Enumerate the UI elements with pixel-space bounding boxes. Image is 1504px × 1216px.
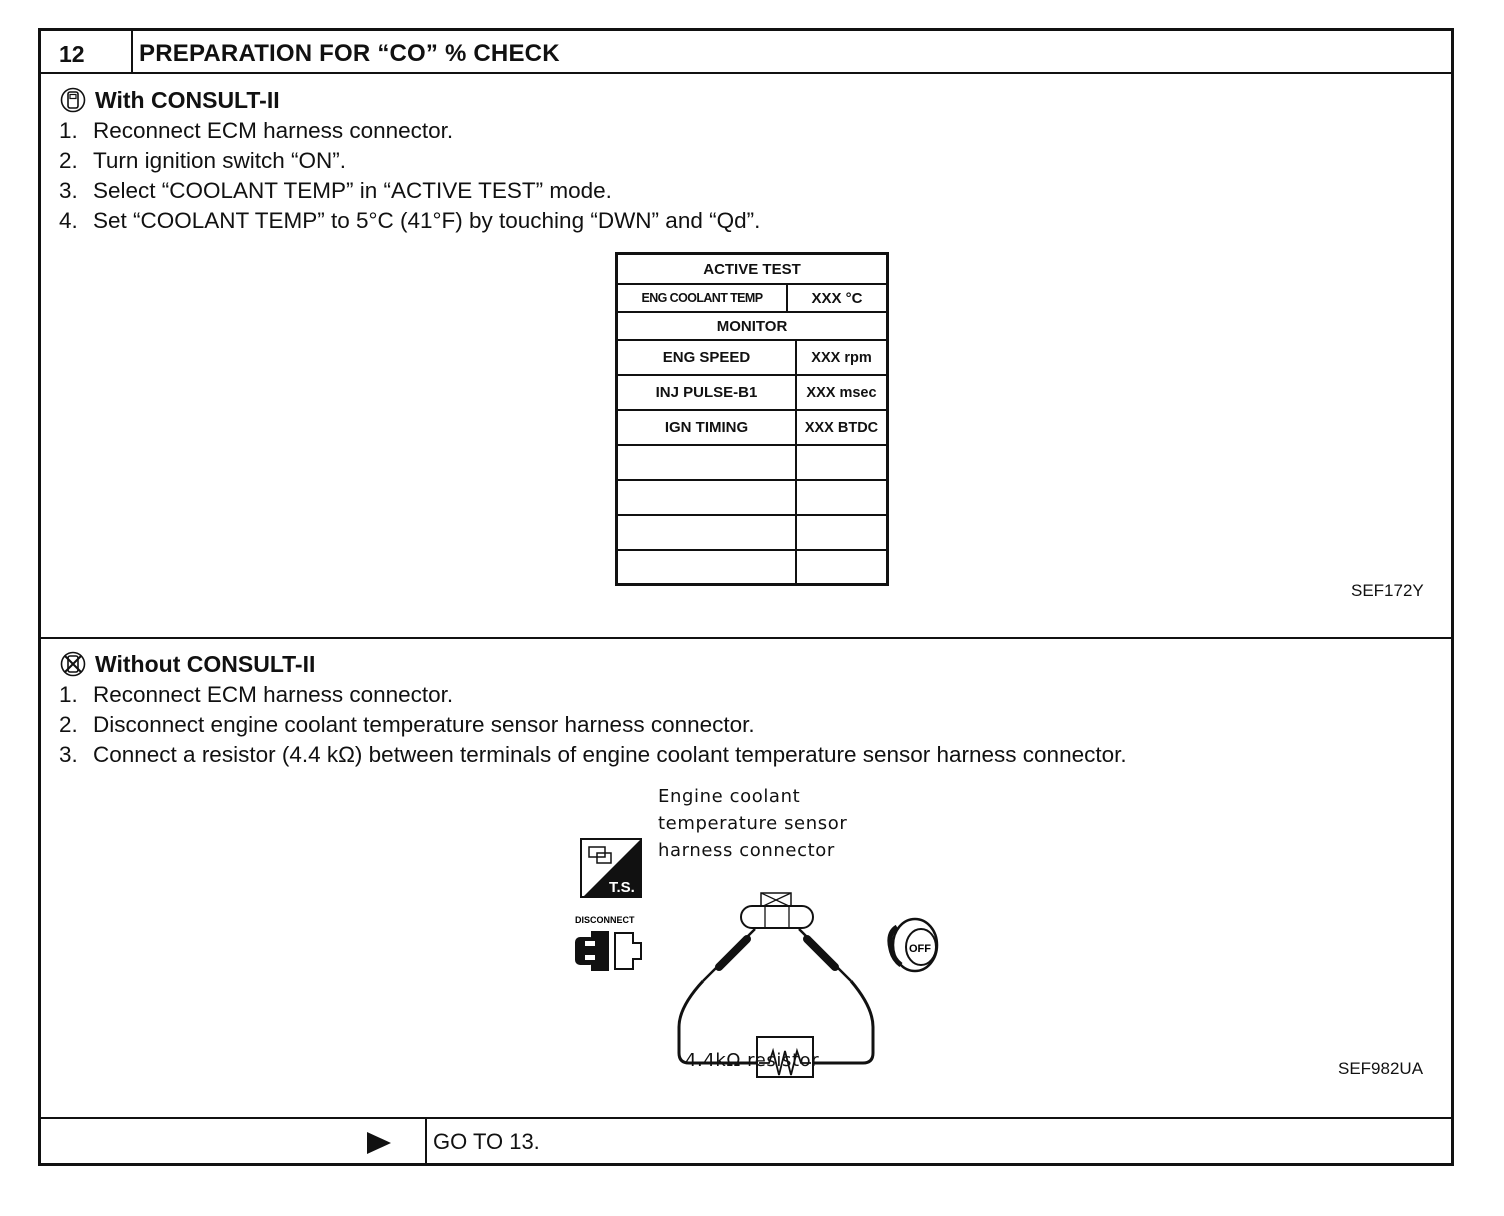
figure-ref-sef982ua: SEF982UA bbox=[1338, 1059, 1424, 1078]
footer-divider bbox=[425, 1119, 427, 1166]
list-item: 1. Reconnect ECM harness connector. bbox=[59, 682, 454, 707]
with-consult-title: With CONSULT-II bbox=[95, 86, 280, 113]
header-divider bbox=[131, 31, 133, 73]
list-item: 1. Reconnect ECM harness connector. bbox=[59, 118, 454, 143]
list-item: 3. Select “COOLANT TEMP” in “ACTIVE TEST” mode. bbox=[59, 178, 612, 203]
off-label: OFF bbox=[909, 943, 931, 955]
coolant-sensor-connector bbox=[741, 893, 813, 928]
eng-coolant-temp-value: XXX °C bbox=[811, 289, 863, 307]
without-consult-heading bbox=[59, 650, 315, 678]
active-test-title: ACTIVE TEST bbox=[703, 260, 801, 278]
monitor-row bbox=[618, 313, 886, 341]
consult-tester-icon bbox=[59, 86, 87, 114]
arrow-right-icon bbox=[367, 1132, 391, 1154]
footer-rule bbox=[41, 1117, 1451, 1119]
no-consult-icon bbox=[59, 650, 87, 678]
ts-label: T.S. bbox=[609, 879, 635, 896]
connector-caption: Engine coolant temperature sensor harness connector bbox=[658, 786, 848, 861]
table-row bbox=[618, 411, 886, 446]
go-to-next-step: GO TO 13. bbox=[433, 1129, 540, 1154]
monitor-item-value: XXX msec bbox=[806, 384, 877, 401]
monitor-item-label: IGN TIMING bbox=[618, 411, 797, 444]
monitor-label: MONITOR bbox=[716, 317, 788, 335]
without-consult-steps bbox=[59, 680, 1127, 770]
disconnect-connector-icon bbox=[575, 931, 641, 971]
step-number: 12 bbox=[59, 41, 85, 67]
table-row bbox=[618, 481, 886, 516]
eng-coolant-temp-label: ENG COOLANT TEMP bbox=[618, 285, 788, 311]
active-test-screen bbox=[615, 252, 889, 586]
figure-ref-sef172y: SEF172Y bbox=[1351, 581, 1424, 600]
table-row bbox=[618, 446, 886, 481]
eng-coolant-temp-row bbox=[618, 285, 886, 313]
with-consult-heading bbox=[59, 86, 280, 114]
list-item: 2. Turn ignition switch “ON”. bbox=[59, 148, 346, 173]
table-row bbox=[618, 516, 886, 551]
with-consult-steps bbox=[59, 116, 760, 236]
step-title: PREPARATION FOR “CO” % CHECK bbox=[139, 40, 560, 67]
monitor-item-label: INJ PULSE-B1 bbox=[618, 376, 797, 409]
disconnect-label: DISCONNECT bbox=[575, 915, 635, 925]
table-row bbox=[618, 376, 886, 411]
monitor-item-label: ENG SPEED bbox=[618, 341, 797, 374]
table-row bbox=[618, 551, 886, 583]
active-test-title-row bbox=[618, 255, 886, 285]
list-item: 4. Set “COOLANT TEMP” to 5°C (41°F) by touching “DWN” and “Qd”. bbox=[59, 208, 761, 233]
header-rule bbox=[41, 72, 1451, 74]
monitor-item-value: XXX rpm bbox=[811, 349, 872, 366]
list-item: 2. Disconnect engine coolant temperature sensor harness connector. bbox=[59, 712, 755, 737]
diagnostic-step-table bbox=[38, 28, 1454, 1166]
list-item: 3. Connect a resistor (4.4 kΩ) between terminals of engine coolant temperature sensor harness connector. bbox=[59, 742, 1127, 767]
without-consult-title: Without CONSULT-II bbox=[95, 650, 316, 677]
resistor-label: 4.4kΩ resistor bbox=[685, 1050, 820, 1071]
monitor-item-value: XXX BTDC bbox=[804, 419, 879, 436]
section-rule bbox=[41, 637, 1451, 639]
table-row bbox=[618, 341, 886, 376]
